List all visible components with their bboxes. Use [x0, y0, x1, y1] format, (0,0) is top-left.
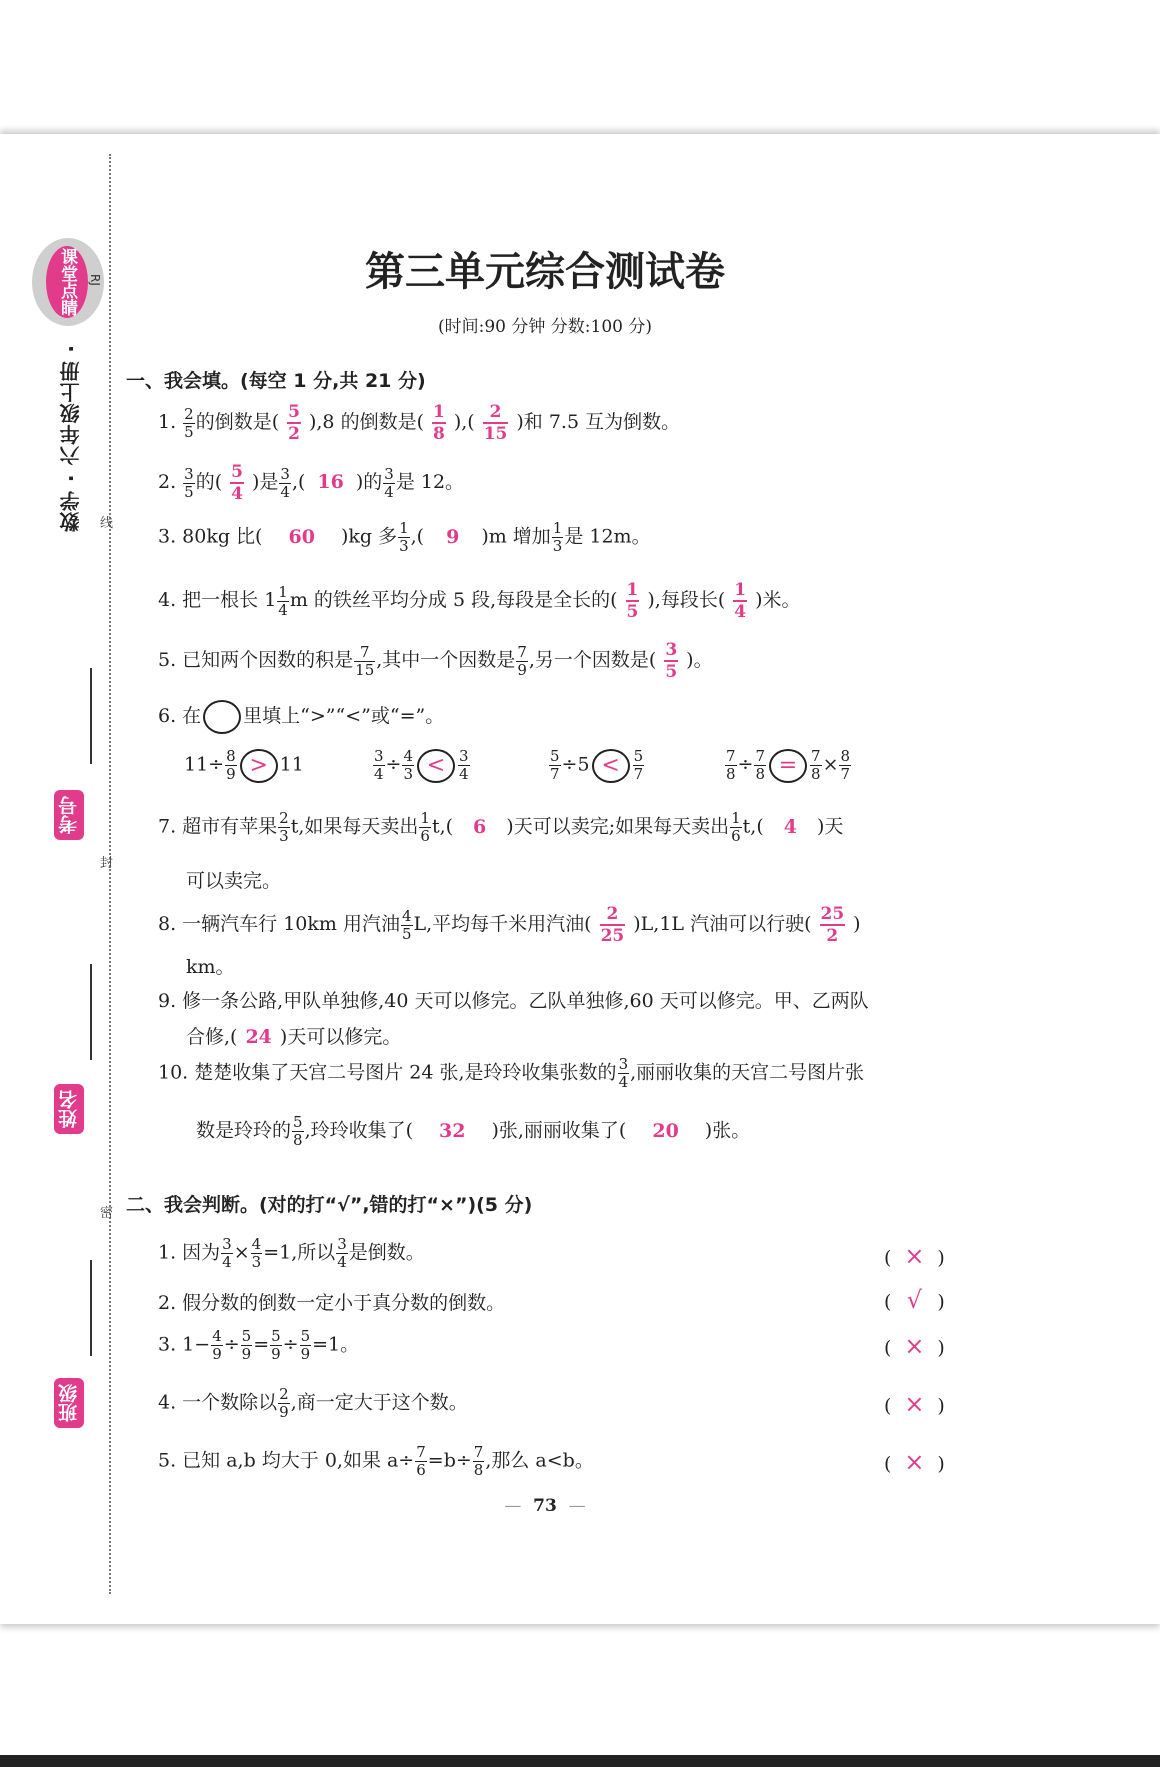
- question-9: 9. 修一条公路,甲队单独修,40 天可以修完。乙队单独修,60 天可以修完。甲、乙两队: [158, 990, 869, 1012]
- judge-4: 4. 一个数除以 $\frac{2}{9}$ ,商一定大于这个数。: [158, 1385, 468, 1421]
- compare-3: $\frac{5}{7}$ ÷5 < $\frac{5}{7}$: [550, 747, 644, 783]
- mark-mi: 密: [100, 1206, 114, 1221]
- fraction: $\frac{3}{5}$: [184, 464, 194, 501]
- answer: $\frac{5}{2}$: [288, 402, 300, 444]
- judge-3: 3. 1− $\frac{4}{9}$ ÷ $\frac{5}{9}$ = $\frac{5}{9}$ ÷ $\frac{5}{9}$ =1。: [158, 1327, 360, 1363]
- answer: $\frac{2}{15}$: [483, 402, 508, 444]
- question-1: 1. $\frac{2}{5}$ 的倒数是( $\frac{5}{2}$ ),8 的倒数是( $\frac{1}{8}$ ),( $\frac{2}{15}$ )和 7.5 互为倒数。: [158, 402, 681, 444]
- judge-3-mark: ( × ): [884, 1332, 945, 1360]
- answer: $\frac{1}{8}$: [432, 402, 445, 444]
- name-line: [90, 964, 92, 1060]
- question-8-cont: km。: [186, 956, 235, 978]
- compare-2: $\frac{3}{4}$ ÷ $\frac{4}{3}$ < $\frac{3}{4}$: [374, 747, 469, 783]
- fraction: $\frac{7}{9}$: [517, 642, 527, 679]
- exam-no-line: [90, 668, 92, 764]
- fraction: $\frac{1}{3}$: [552, 519, 563, 555]
- blank-circle-icon: [203, 700, 241, 734]
- question-10: 10. 楚楚收集了天宫二号图片 24 张,是玲玲收集张数的 $\frac{3}{4}$ ,丽丽收集的天宫二号图片张: [158, 1055, 865, 1091]
- answer: 9: [446, 525, 460, 548]
- question-5: 5. 已知两个因数的积是 $\frac{7}{15}$ ,其中一个因数是 $\frac{7}{9}$ ,另一个因数是( $\frac{3}{5}$ )。: [158, 640, 713, 682]
- question-4: 4. 把一根长 1 $\frac{1}{4}$ m 的铁丝平均分成 5 段,每段是全长的( $\frac{1}{5}$ ),每段长( $\frac{1}{4}$ )米。: [158, 580, 801, 622]
- page-subtitle: (时间:90 分钟 分数:100 分): [437, 317, 652, 337]
- judge-2: 2. 假分数的倒数一定小于真分数的倒数。: [158, 1292, 506, 1314]
- class-line: [90, 1260, 92, 1356]
- answer: $\frac{2}{25}$: [600, 904, 625, 946]
- answer: 6: [473, 815, 487, 838]
- edition-code: RJ: [88, 274, 102, 286]
- answer: 4: [783, 815, 797, 838]
- answer: 16: [317, 471, 344, 493]
- judge-1-mark: ( × ): [884, 1242, 945, 1270]
- book-title: 数学 · 六年级上册 ·: [59, 344, 83, 533]
- answer-circle: <: [592, 749, 630, 783]
- test-paper-sheet: [0, 134, 1160, 1624]
- binding-margin: [0, 134, 114, 1624]
- answer-circle: <: [417, 749, 455, 783]
- mark-xian: 线: [100, 516, 114, 531]
- answer: $\frac{1}{4}$: [734, 580, 747, 622]
- answer: 32: [439, 1119, 466, 1142]
- judge-2-mark: ( √ ): [884, 1286, 945, 1314]
- question-9-cont: 合修,( 24 )天可以修完。: [186, 1026, 402, 1048]
- class-label: 班级: [54, 1378, 84, 1428]
- name-label: 姓名: [54, 1084, 84, 1134]
- binding-dotted-line: [109, 154, 111, 1594]
- answer: $\frac{5}{4}$: [231, 462, 243, 504]
- answer-circle: >: [240, 749, 278, 783]
- judge-5: 5. 已知 a,b 均大于 0,如果 a÷ $\frac{7}{6}$ =b÷ $\frac{7}{8}$ ,那么 a<b。: [158, 1443, 594, 1479]
- question-8: 8. 一辆汽车行 10km 用汽油 $\frac{4}{5}$ L,平均每千米用汽油( $\frac{2}{25}$ )L,1L 汽油可以行驶( $\frac{25}{2}$ ): [158, 904, 861, 946]
- mark-feng: 封: [100, 856, 114, 871]
- question-7-cont: 可以卖完。: [186, 870, 282, 892]
- judge-1: 1. 因为 $\frac{3}{4}$ × $\frac{4}{3}$ =1,所以 $\frac{3}{4}$ 是倒数。: [158, 1235, 425, 1271]
- logo-text: 课堂点睛: [46, 246, 88, 318]
- bottom-bar: [0, 1755, 1160, 1767]
- question-10-cont: 数是玲玲的 $\frac{5}{8}$ ,玲玲收集了( 32 )张,丽丽收集了( 20 )张。: [196, 1113, 751, 1149]
- fraction: $\frac{1}{4}$: [278, 582, 288, 619]
- answer: 24: [245, 1026, 272, 1048]
- answer: 20: [652, 1119, 679, 1142]
- answer: $\frac{25}{2}$: [820, 904, 845, 946]
- compare-4: $\frac{7}{8}$ ÷ $\frac{7}{8}$ = $\frac{7}{8}$ × $\frac{8}{7}$: [726, 747, 851, 783]
- question-6: 6. 在 里填上“>”“<”或“=”。: [158, 700, 444, 734]
- page-title: 第三单元综合测试卷: [365, 248, 725, 295]
- answer: $\frac{3}{5}$: [665, 640, 678, 682]
- fraction: $\frac{3}{4}$: [280, 464, 290, 501]
- judge-4-mark: ( × ): [884, 1390, 945, 1418]
- compare-1: 11÷ $\frac{8}{9}$ > 11: [184, 747, 304, 783]
- exam-no-label: 考号: [54, 790, 84, 840]
- question-2: 2. $\frac{3}{5}$ 的( $\frac{5}{4}$ )是 $\frac{3}{4}$ ,( 16 )的 $\frac{3}{4}$ 是 12。: [158, 462, 465, 504]
- question-7: 7. 超市有苹果 $\frac{2}{3}$ t,如果每天卖出 $\frac{1}{6}$ t,( 6 )天可以卖完;如果每天卖出 $\frac{1}{6}$ t,( 4 )天: [158, 809, 844, 845]
- answer: 60: [288, 525, 315, 548]
- fraction: $\frac{3}{4}$: [384, 464, 394, 501]
- fraction: $\frac{8}{9}$: [226, 747, 236, 783]
- fraction: $\frac{7}{15}$: [355, 642, 375, 679]
- fraction: $\frac{2}{5}$: [184, 404, 194, 441]
- answer: $\frac{1}{5}$: [626, 580, 639, 622]
- section-heading-judge: 二、我会判断。(对的打“√”,错的打“×”)(5 分): [126, 1194, 533, 1216]
- page-number: — 73 —: [504, 1496, 586, 1516]
- section-heading-fill: 一、我会填。(每空 1 分,共 21 分): [126, 370, 426, 392]
- answer-circle: =: [769, 749, 807, 783]
- question-3: 3. 80kg 比( 60 )kg 多 $\frac{1}{3}$ ,( 9 )m 增加 $\frac{1}{3}$ 是 12m。: [158, 519, 651, 555]
- judge-5-mark: ( × ): [884, 1448, 945, 1476]
- fraction: $\frac{1}{3}$: [399, 519, 409, 555]
